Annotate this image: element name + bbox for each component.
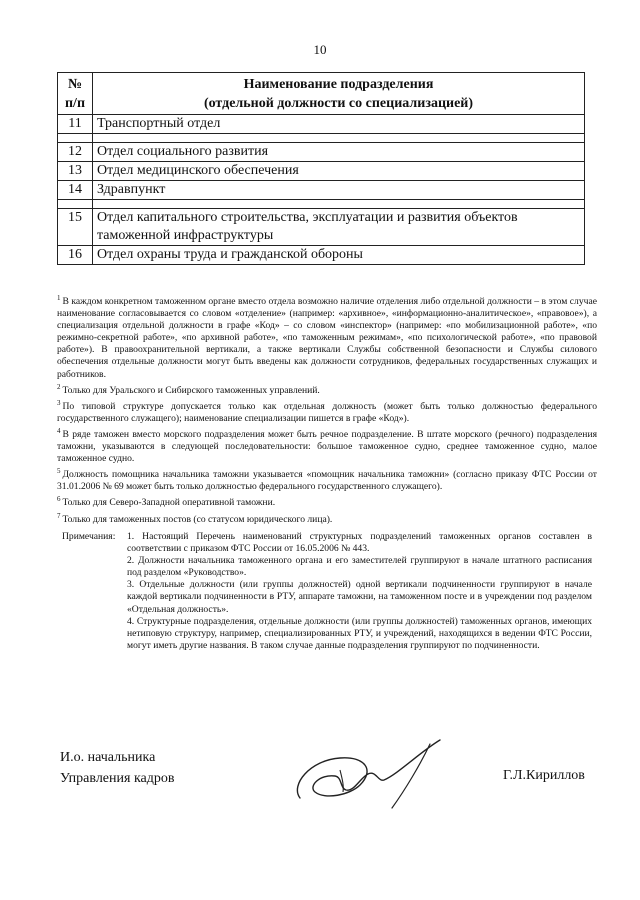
footnote-text: Только для таможенных постов (со статусом юридического лица). xyxy=(62,513,333,525)
row-name: Транспортный отдел xyxy=(93,115,585,134)
footnote-3 xyxy=(57,397,597,425)
signatory-position-line2: Управления кадров xyxy=(60,771,175,786)
row-number: 13 xyxy=(58,162,93,181)
table-row xyxy=(58,143,585,162)
table-row xyxy=(58,209,585,246)
footnote-mark: 6 xyxy=(57,495,61,504)
footnote-mark: 3 xyxy=(57,398,61,407)
header-name xyxy=(93,73,585,115)
signatory-position-line1: И.о. начальника xyxy=(60,750,156,765)
footnote-mark: 4 xyxy=(57,426,61,435)
footnote-7 xyxy=(57,510,597,526)
row-number: 15 xyxy=(58,209,93,246)
header-name-line2: (отдельной должности со специализацией) xyxy=(203,96,474,111)
row-name-line1: Отдел капитального строительства, эксплуатации и развития объектов xyxy=(97,210,518,225)
footnote-mark: 1 xyxy=(57,294,61,302)
row-name: Отдел социального развития xyxy=(93,143,585,162)
footnote-text: Должность помощника начальника таможни указывается «помощник начальника таможни» (согласно приказу ФТС России от 31.01.2006 № 69 может быть только должностью федерального государственного служащего). xyxy=(57,469,597,493)
row-name-line2: таможенной инфраструктуры xyxy=(97,228,274,243)
page-number: 10 xyxy=(313,42,327,57)
note-item: 1. Настоящий Перечень наименований структурных подразделений таможенных органов составлен в соответствии с приказом ФТС России от 16.05.2006 № 443. xyxy=(127,531,592,555)
footnote-text: В каждом конкретном таможенном органе вместо отдела возможно наличие отделения либо отдельной должности – в этом случае наименование согласовывается со словом «отделение» (например: «архивное», «информационно-аналитическое», «правовое»), а специализация отдельной должности в графе «Код» – со словом «инспектор» (например: «по мобилизационной работе», «по режимно-секретной работе», «по архивной работе», «по таможенным режимам», «по психологической работе», «по правовой работе»). В правоохранительной вертикали, а также вертикали Службы собственной безопасности и Службы силового обеспечения отдельные должности могут быть введены как должности сотрудников, федеральных государственных служащих и работников. xyxy=(57,296,597,380)
footnote-6 xyxy=(57,493,597,509)
footnote-text: Только для Северо-Западной оперативной таможни. xyxy=(62,497,276,509)
row-number: 12 xyxy=(58,143,93,162)
header-number xyxy=(58,73,93,115)
row-name: Отдел охраны труда и гражданской обороны xyxy=(93,246,585,265)
header-number-line2: п/п xyxy=(64,96,86,111)
footnote-mark: 7 xyxy=(57,511,61,520)
footnote-4 xyxy=(57,425,597,465)
table-gap-row xyxy=(58,200,585,209)
note-item: 3. Отдельные должности (или группы должностей) одной вертикали подчиненности группируют в начале каждой вертикали подчиненности в РТУ, аппарате таможни, на таможенном посте и в учреждении под разделом «Отдельная должность». xyxy=(127,579,592,615)
footnote-text: По типовой структуре допускается только как отдельная должность (может быть только должностью федерального государственного служащего); наименование специализации пишется в графе «Код»). xyxy=(57,400,597,424)
footnote-text: Только для Уральского и Сибирского таможенных управлений. xyxy=(62,384,320,396)
note-item: 2. Должности начальника таможенного органа и его заместителей группируют в начале штатного расписания под разделом «Руководство». xyxy=(127,555,592,579)
notes-body xyxy=(127,531,592,652)
table-row xyxy=(58,115,585,134)
notes-section xyxy=(62,531,592,652)
header-number-line1: № xyxy=(67,77,83,92)
handwritten-signature xyxy=(280,730,450,820)
note-item: 4. Структурные подразделения, отдельные должности (или группы должностей) таможенных органов, имеющих нетиповую структуру, например, специализированных РТУ, и учреждений, находящихся в ведении ФТС России, могут иметь другие названия. В таком случае данные подразделения группируют по подчиненности. xyxy=(127,615,592,651)
signatory-position xyxy=(60,747,174,789)
footnote-1 xyxy=(57,292,597,381)
row-name: Отдел медицинского обеспечения xyxy=(93,162,585,181)
footnote-text: В ряде таможен вместо морского подразделения может быть речное подразделение. В штате морского (речного) подразделения таможни, указываются в следующей последовательности: большое таможенное судно, среднее таможенное судно, малое таможенное судно. xyxy=(57,428,597,465)
row-number: 16 xyxy=(58,246,93,265)
footnote-mark: 2 xyxy=(57,382,61,391)
footnote-mark: 5 xyxy=(57,467,61,476)
footnote-2 xyxy=(57,381,597,397)
footnote-5 xyxy=(57,465,597,493)
header-name-line1: Наименование подразделения xyxy=(243,77,434,92)
units-table xyxy=(57,72,585,265)
row-name: Здравпункт xyxy=(93,181,585,200)
row-number: 11 xyxy=(58,115,93,134)
table-row xyxy=(58,181,585,200)
signatory-name: Г.Л.Кириллов xyxy=(503,768,585,783)
footnotes xyxy=(57,292,597,526)
row-name xyxy=(93,209,585,246)
row-number: 14 xyxy=(58,181,93,200)
notes-label: Примечания: xyxy=(62,531,116,542)
table-header-row xyxy=(58,73,585,115)
table-gap-row xyxy=(58,134,585,143)
table-row xyxy=(58,162,585,181)
table-row xyxy=(58,246,585,265)
